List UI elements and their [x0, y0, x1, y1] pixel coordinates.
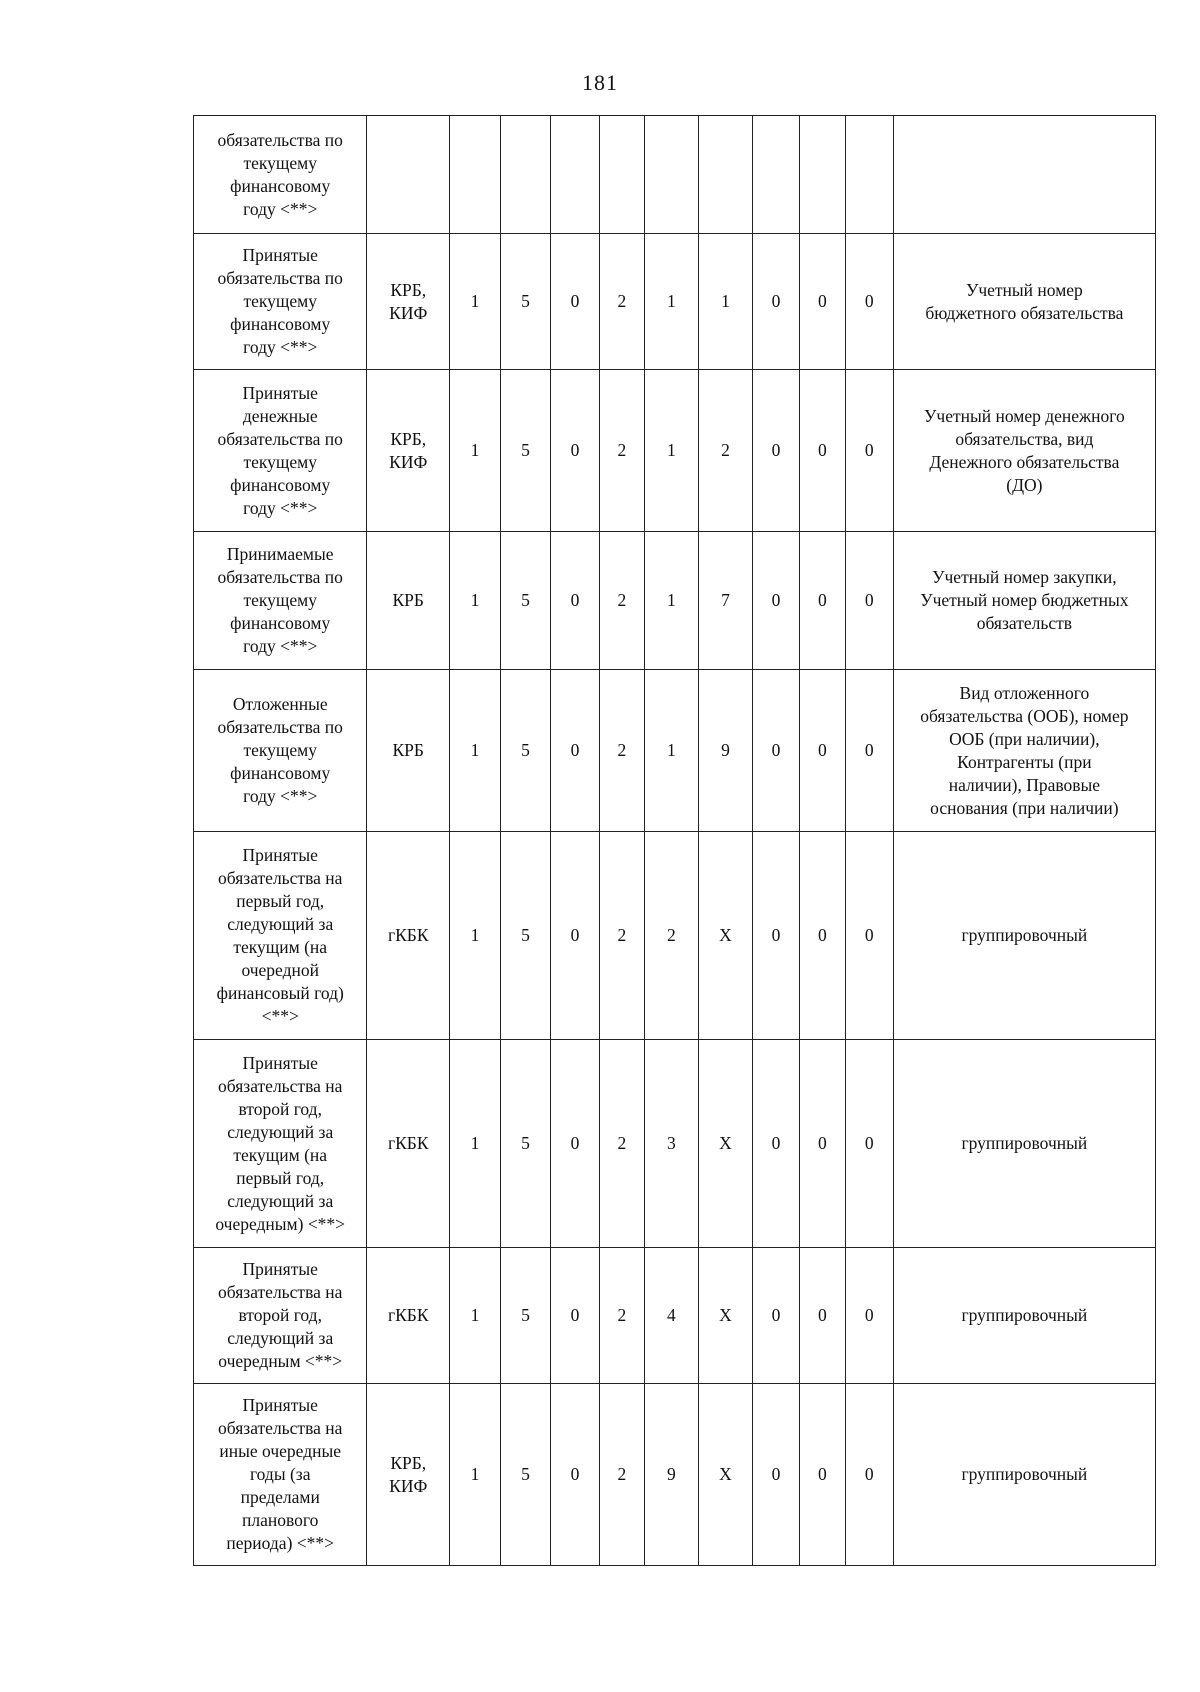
analytics-note-line: группировочный	[961, 1133, 1088, 1153]
digit-9-cell: 0	[845, 532, 893, 670]
account-name-line: обязательства на	[218, 867, 343, 888]
digit-5-cell: 1	[644, 370, 698, 532]
analytics-note-line: наличии), Правовые	[948, 774, 1101, 795]
account-name-line: обязательства по	[217, 268, 343, 288]
digit-2-cell: 5	[501, 1384, 551, 1566]
digit-3-cell: 0	[551, 370, 600, 532]
analytics-note-line: группировочный	[961, 1464, 1088, 1484]
digit-4-cell: 2	[599, 1040, 644, 1248]
digit-7-cell: 0	[752, 670, 799, 832]
analytics-note-cell	[893, 532, 1155, 670]
digit-2-cell	[501, 116, 551, 234]
digit-3-cell: 0	[551, 832, 600, 1040]
digit-1-cell: 1	[450, 670, 501, 832]
account-type-cell	[367, 532, 450, 670]
account-name-cell	[194, 1040, 367, 1248]
digit-6-cell: X	[698, 1384, 752, 1566]
account-name-line: первый год,	[236, 1167, 325, 1188]
digit-3-cell: 0	[551, 234, 600, 370]
account-type-line: КРБ,	[390, 279, 427, 300]
digit-5-cell: 1	[644, 234, 698, 370]
digit-3-cell	[551, 116, 600, 234]
account-name-line: финансовому	[230, 763, 331, 783]
digit-8-cell: 0	[799, 1040, 845, 1248]
account-type-cell	[367, 1040, 450, 1248]
account-name-line: второй год,	[238, 1305, 322, 1325]
digit-1-cell: 1	[450, 532, 501, 670]
account-name-line: финансовому	[230, 474, 331, 495]
digit-1-cell: 1	[450, 234, 501, 370]
account-name-line: году <**>	[243, 337, 318, 357]
account-name-line: периода) <**>	[226, 1533, 335, 1553]
digit-1-cell: 1	[450, 1040, 501, 1248]
account-name-line: очередной	[241, 959, 319, 980]
account-name-line: финансовому	[230, 613, 331, 633]
digit-8-cell	[799, 116, 845, 234]
account-name-line: обязательства на	[218, 1418, 343, 1438]
digit-6-cell: X	[698, 1040, 752, 1248]
account-type-line: КИФ	[389, 451, 428, 472]
account-name-line: пределами	[240, 1487, 320, 1507]
digit-6-cell: X	[698, 1248, 752, 1384]
account-name-line: Принятые	[242, 1259, 318, 1279]
account-name-line: обязательства на	[218, 1282, 343, 1302]
digit-2-cell: 5	[501, 832, 551, 1040]
table-row	[194, 532, 1156, 670]
digit-2-cell: 5	[501, 1040, 551, 1248]
digit-8-cell: 0	[799, 1384, 845, 1566]
page-number: 181	[582, 70, 618, 95]
digit-7-cell	[752, 116, 799, 234]
digit-9-cell	[845, 116, 893, 234]
analytics-note-line: обязательства, вид	[955, 428, 1094, 449]
account-name-line: первый год,	[236, 890, 325, 911]
digit-7-cell: 0	[752, 370, 799, 532]
account-name-cell	[194, 832, 367, 1040]
analytics-note-line: Вид отложенного	[959, 682, 1090, 703]
account-name-line: обязательства по	[217, 428, 343, 449]
account-name-line: следующий за	[227, 913, 334, 934]
account-name-line: планового	[242, 1510, 319, 1530]
digit-6-cell: X	[698, 832, 752, 1040]
account-type-line: КИФ	[389, 1475, 428, 1496]
account-name-line: текущим (на	[233, 1144, 328, 1165]
digit-7-cell: 0	[752, 1040, 799, 1248]
digit-9-cell: 0	[845, 370, 893, 532]
digit-8-cell: 0	[799, 832, 845, 1040]
table-row	[194, 1248, 1156, 1384]
table-row	[194, 1384, 1156, 1566]
digit-1-cell: 1	[450, 832, 501, 1040]
account-name-line: Принятые	[242, 844, 318, 865]
digit-9-cell: 0	[845, 1248, 893, 1384]
digit-6-cell	[698, 116, 752, 234]
account-name-cell	[194, 1248, 367, 1384]
digit-4-cell: 2	[599, 1248, 644, 1384]
analytics-note-cell	[893, 234, 1155, 370]
account-type-line: гКБК	[387, 925, 429, 945]
account-name-line: финансовый год)	[216, 982, 344, 1003]
account-type-cell	[367, 370, 450, 532]
analytics-note-line: бюджетного обязательства	[925, 302, 1124, 323]
digit-2-cell: 5	[501, 670, 551, 832]
digit-5-cell: 1	[644, 532, 698, 670]
digit-9-cell: 0	[845, 234, 893, 370]
digit-5-cell: 2	[644, 832, 698, 1040]
account-name-cell	[194, 116, 367, 234]
analytics-note-line: Учетный номер бюджетных	[920, 590, 1129, 610]
account-name-line: <**>	[261, 1005, 299, 1026]
account-name-line: текущим (на	[233, 936, 328, 957]
digit-7-cell: 0	[752, 1384, 799, 1566]
analytics-note-line: Учетный номер денежного	[924, 405, 1125, 426]
account-name-line: следующий за	[227, 1328, 334, 1348]
analytics-note-cell	[893, 670, 1155, 832]
account-type-line: гКБК	[387, 1305, 429, 1325]
digit-2-cell: 5	[501, 1248, 551, 1384]
digit-4-cell: 2	[599, 670, 644, 832]
digit-7-cell: 0	[752, 832, 799, 1040]
account-name-line: текущему	[243, 590, 317, 610]
analytics-note-line: основания (при наличии)	[930, 797, 1119, 818]
account-name-line: году <**>	[243, 497, 318, 518]
table-row	[194, 234, 1156, 370]
table-row	[194, 832, 1156, 1040]
digit-4-cell: 2	[599, 234, 644, 370]
account-name-line: году <**>	[243, 636, 318, 656]
account-name-line: Принятые	[242, 245, 318, 265]
analytics-note-line: обязательств	[976, 613, 1073, 633]
account-name-line: финансовому	[230, 175, 331, 196]
table-row	[194, 116, 1156, 234]
account-name-line: Принятые	[242, 1395, 318, 1415]
digit-9-cell: 0	[845, 670, 893, 832]
account-name-line: следующий за	[227, 1121, 334, 1142]
digit-8-cell: 0	[799, 670, 845, 832]
digit-5-cell	[644, 116, 698, 234]
digit-5-cell: 3	[644, 1040, 698, 1248]
analytics-note-cell	[893, 370, 1155, 532]
digit-3-cell: 0	[551, 1384, 600, 1566]
digit-4-cell: 2	[599, 532, 644, 670]
digit-1-cell: 1	[450, 1248, 501, 1384]
account-name-line: очередным) <**>	[215, 1213, 346, 1234]
account-type-line: гКБК	[387, 1133, 429, 1153]
digit-5-cell: 9	[644, 1384, 698, 1566]
account-name-line: году <**>	[243, 786, 318, 806]
account-name-line: иные очередные	[219, 1441, 341, 1461]
account-type-line: КРБ	[392, 740, 424, 760]
digit-6-cell: 7	[698, 532, 752, 670]
digit-3-cell: 0	[551, 1040, 600, 1248]
account-name-cell	[194, 370, 367, 532]
account-type-line: КРБ	[392, 590, 424, 610]
account-type-cell	[367, 116, 450, 234]
account-name-line: текущему	[243, 291, 317, 311]
digit-1-cell	[450, 116, 501, 234]
account-name-line: обязательства по	[217, 129, 343, 150]
analytics-note-line: ООБ (при наличии),	[949, 728, 1100, 749]
account-name-line: денежные	[242, 405, 318, 426]
account-name-line: финансовому	[230, 314, 331, 334]
account-name-line: годы (за	[249, 1464, 311, 1484]
digit-7-cell: 0	[752, 532, 799, 670]
account-name-line: текущему	[243, 451, 317, 472]
digit-4-cell: 2	[599, 370, 644, 532]
account-name-cell	[194, 1384, 367, 1566]
digit-2-cell: 5	[501, 370, 551, 532]
account-name-line: Принимаемые	[226, 544, 334, 564]
account-type-cell	[367, 234, 450, 370]
analytics-note-line: Контрагенты (при	[957, 751, 1092, 772]
analytics-note-line: обязательства (ООБ), номер	[920, 705, 1129, 726]
digit-8-cell: 0	[799, 370, 845, 532]
analytics-note-line: Учетный номер закупки,	[932, 567, 1117, 587]
analytics-note-cell	[893, 832, 1155, 1040]
table-row	[194, 370, 1156, 532]
digit-5-cell: 1	[644, 670, 698, 832]
digit-3-cell: 0	[551, 1248, 600, 1384]
digit-3-cell: 0	[551, 532, 600, 670]
digit-9-cell: 0	[845, 832, 893, 1040]
account-name-line: текущему	[243, 740, 317, 760]
account-name-cell	[194, 532, 367, 670]
analytics-note-cell	[893, 1248, 1155, 1384]
account-type-cell	[367, 1248, 450, 1384]
account-type-cell	[367, 1384, 450, 1566]
digit-4-cell: 2	[599, 832, 644, 1040]
account-name-line: обязательства на	[218, 1075, 343, 1096]
analytics-note-line: Учетный номер	[965, 279, 1083, 300]
account-name-line: Отложенные	[232, 694, 328, 714]
account-type-line: КРБ,	[390, 428, 427, 449]
analytics-note-cell	[893, 1384, 1155, 1566]
account-name-line: году <**>	[243, 198, 318, 219]
digit-3-cell: 0	[551, 670, 600, 832]
digit-8-cell: 0	[799, 532, 845, 670]
account-name-line: Принятые	[242, 1052, 318, 1073]
digit-7-cell: 0	[752, 1248, 799, 1384]
digit-9-cell: 0	[845, 1040, 893, 1248]
digit-1-cell: 1	[450, 370, 501, 532]
analytics-note-cell	[893, 1040, 1155, 1248]
account-name-line: текущему	[243, 152, 317, 173]
account-name-cell	[194, 234, 367, 370]
account-type-cell	[367, 670, 450, 832]
digit-6-cell: 1	[698, 234, 752, 370]
account-type-line: КИФ	[389, 302, 428, 323]
analytics-note-line: (ДО)	[1006, 474, 1043, 495]
digit-1-cell: 1	[450, 1384, 501, 1566]
digit-2-cell: 5	[501, 532, 551, 670]
digit-4-cell	[599, 116, 644, 234]
account-name-line: Принятые	[242, 382, 318, 403]
account-name-line: обязательства по	[217, 717, 343, 737]
digit-7-cell: 0	[752, 234, 799, 370]
table-row	[194, 1040, 1156, 1248]
analytics-note-line: группировочный	[961, 925, 1088, 945]
analytics-note-line: группировочный	[961, 1305, 1088, 1325]
digit-5-cell: 4	[644, 1248, 698, 1384]
analytics-note-cell	[893, 116, 1155, 234]
accounts-table	[193, 115, 1156, 1566]
table-row	[194, 670, 1156, 832]
account-type-cell	[367, 832, 450, 1040]
account-name-cell	[194, 670, 367, 832]
digit-8-cell: 0	[799, 1248, 845, 1384]
account-type-line: КРБ,	[390, 1452, 427, 1473]
account-name-line: обязательства по	[217, 567, 343, 587]
analytics-note-line: Денежного обязательства	[929, 451, 1120, 472]
account-name-line: следующий за	[227, 1190, 334, 1211]
account-name-line: второй год,	[238, 1098, 322, 1119]
digit-2-cell: 5	[501, 234, 551, 370]
account-name-line: очередным <**>	[218, 1351, 343, 1371]
digit-8-cell: 0	[799, 234, 845, 370]
digit-6-cell: 9	[698, 670, 752, 832]
digit-9-cell: 0	[845, 1384, 893, 1566]
digit-6-cell: 2	[698, 370, 752, 532]
digit-4-cell: 2	[599, 1384, 644, 1566]
